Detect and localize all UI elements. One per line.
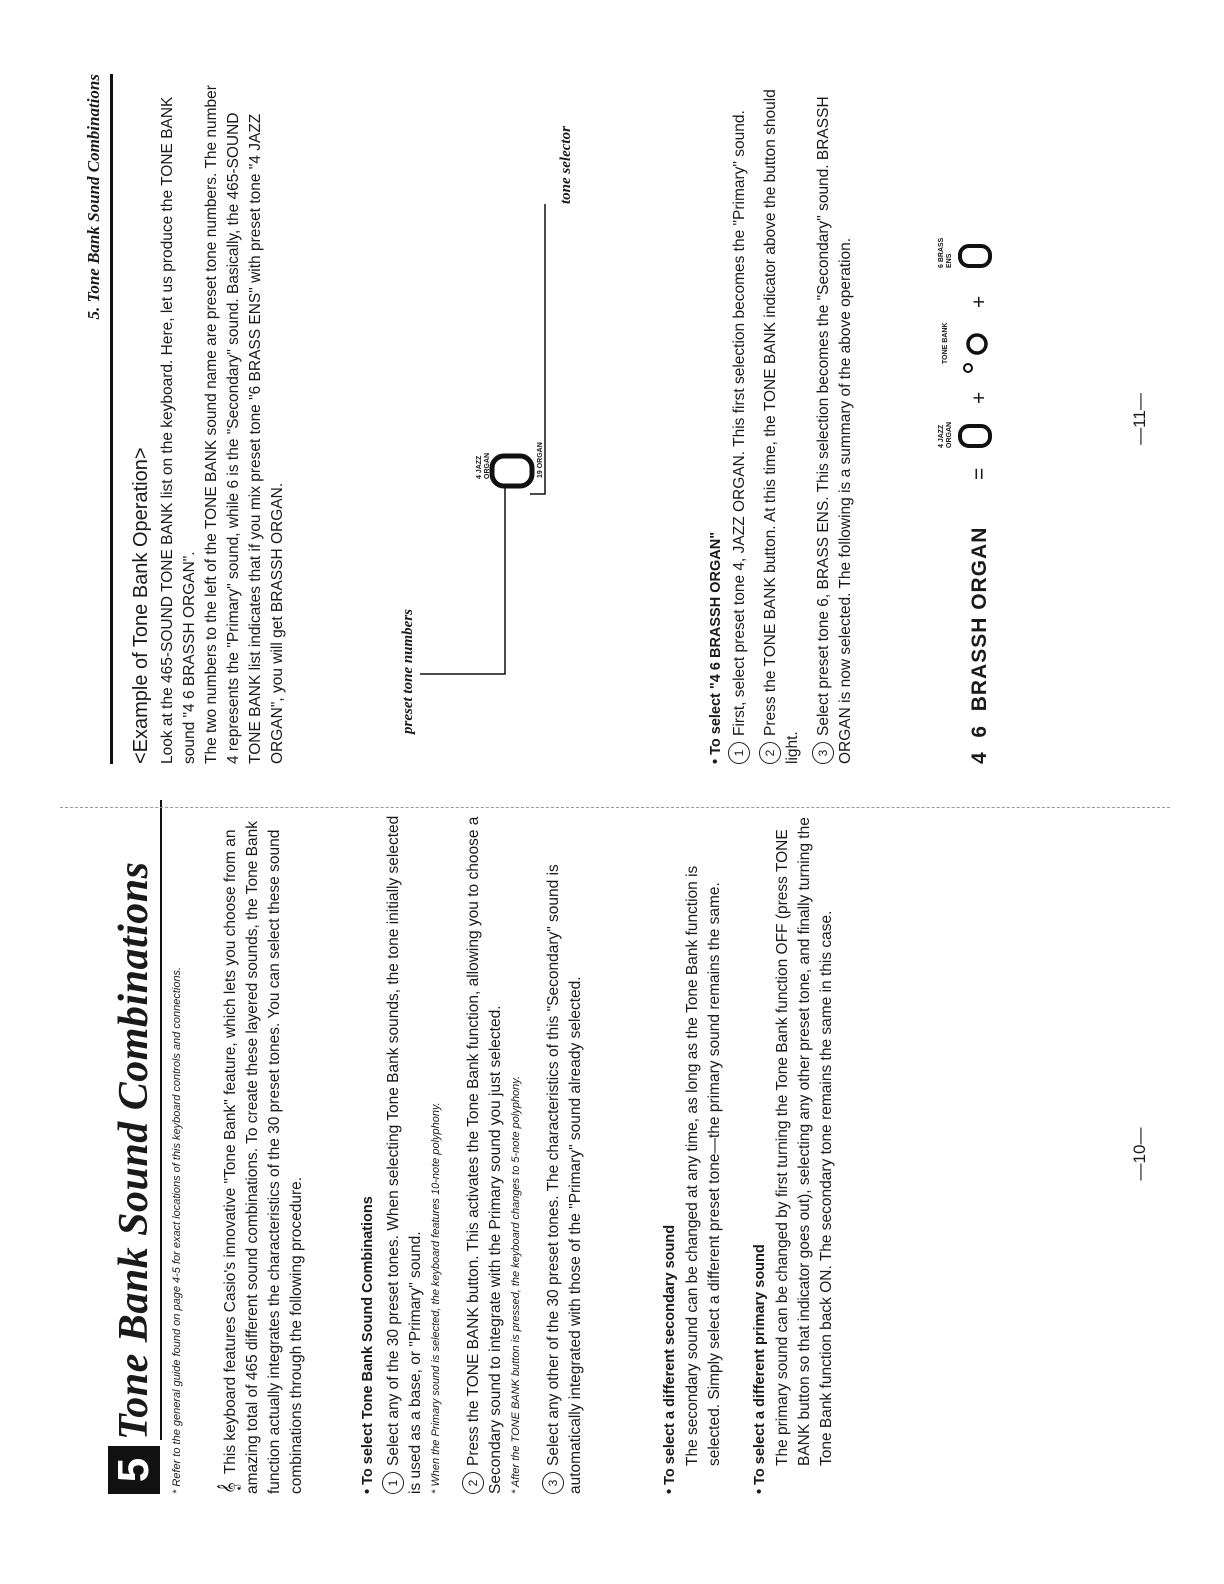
select-46-step-3 xyxy=(812,74,857,764)
step-number: 2 xyxy=(462,1472,484,1494)
select-46-section xyxy=(708,74,857,764)
title-underline xyxy=(160,800,162,1440)
step-note: * After the TONE BANK button is pressed, the keyboard changes to 5-note polyphony. xyxy=(510,1075,522,1494)
step-text: First, select preset tone 4, JAZZ ORGAN. This first selection becomes the "Primary" sound. xyxy=(731,110,748,736)
operation-summary xyxy=(930,74,1020,764)
page-number-left: —10— xyxy=(1130,1127,1149,1181)
step-3 xyxy=(542,804,587,1494)
summary-knobs xyxy=(930,74,1020,764)
intro-paragraph xyxy=(218,804,308,1494)
step-number: 1 xyxy=(382,1472,404,1494)
tone-selector-label: tone selector xyxy=(558,126,574,204)
right-page xyxy=(0,74,1224,764)
tonebank-button xyxy=(968,335,986,353)
organ-19-tiny-label: 19 ORGAN xyxy=(537,442,544,478)
treble-clef-icon: 𝄞 xyxy=(218,1482,240,1494)
select-section xyxy=(360,804,587,1494)
diff-primary-heading: • To select a different primary sound xyxy=(752,1244,768,1494)
tone-selector-knob xyxy=(492,456,532,486)
page-number-right: —11— xyxy=(1130,393,1149,445)
summary-sound-name: 4 6 BRASSH ORGAN xyxy=(968,526,991,764)
select-46-heading: • To select "4 6 BRASSH ORGAN" xyxy=(708,531,724,764)
select-heading: • To select Tone Bank Sound Combinations xyxy=(360,1196,376,1494)
step-number: 3 xyxy=(542,1472,564,1494)
summary-plus-1: + xyxy=(968,390,991,404)
step-number: 3 xyxy=(812,742,834,764)
knob-1 xyxy=(960,426,990,446)
diff-secondary-text: The secondary sound can be changed at any time, as long as the Tone Bank function is selected. Simply select a different preset tone—the primary sound remains the same. xyxy=(684,865,723,1466)
select-46-step-2 xyxy=(759,74,804,764)
chapter-header: 5. Tone Bank Sound Combinations xyxy=(84,74,103,320)
step-text: Select any of the 30 preset tones. When selecting Tone Bank sounds, the tone initially selected is used as a base, or "Primary" sound. xyxy=(385,815,424,1494)
jazz-organ-tiny-label: 4 JAZZ ORGAN xyxy=(476,452,491,479)
summary-equals: = xyxy=(968,466,991,480)
different-sound-sections xyxy=(662,804,838,1494)
tone-selector-diagram xyxy=(380,74,620,764)
step-text: Press the TONE BANK button. At this time, the TONE BANK indicator above the button should light. xyxy=(762,89,801,764)
step-text: Select any other of the 30 preset tones. The characteristics of this "Secondary" sound is automatically integrated with those of the "Primary" sound already selected. xyxy=(545,864,584,1494)
step-number: 1 xyxy=(728,742,750,764)
summary-plus-2: + xyxy=(968,294,991,308)
summary-brass-label: 6 BRASS ENS xyxy=(938,237,953,268)
example-paragraph-2: The two numbers to the left of the TONE BANK sound name are preset tone numbers. The number 4 represents the "Primary" sound, while 6 is the "Secondary" sound. Basically, the 465-SOUND TONE BANK list indicates that if you mix preset tone "6 BRASS ENS" with preset tone "4 JAZZ ORGAN", you will get BRASSH ORGAN. xyxy=(203,85,286,764)
select-46-step-1 xyxy=(728,74,751,764)
example-paragraph-1: Look at the 465-SOUND TONE BANK list on the keyboard. Here, let us produce the TONE BANK sound "4 6 BRASSH ORGAN". xyxy=(159,96,198,764)
knob-2 xyxy=(960,246,990,266)
left-page xyxy=(0,814,1224,1494)
diff-primary-text: The primary sound can be changed by first turning the Tone Bank function OFF (press TONE BANK button so that indicator goes out), selecting any other preset tone, and finally turning the Tone Bank function back ON. The secondary tone remains the same in this case. xyxy=(774,817,835,1466)
reference-note: * Refer to the general guide found on page 4-5 for exact locations of this keyboard controls and connections. xyxy=(171,966,183,1494)
step-number: 2 xyxy=(759,742,781,764)
step-2 xyxy=(462,804,524,1494)
summary-tonebank-label: TONE BANK xyxy=(942,322,949,364)
step-text: Select preset tone 6, BRASS ENS. This selection becomes the "Secondary" sound. BRASSH ORGAN is now selected. The following is a summary of the above operation. xyxy=(815,96,854,764)
example-section xyxy=(130,74,289,764)
tonebank-indicator xyxy=(964,364,972,372)
step-1 xyxy=(382,804,444,1494)
title-row xyxy=(108,794,162,1494)
intro-text: This keyboard features Casio's innovative "Tone Bank" feature, which lets you choose from an amazing total of 465 different sound combinations. To create these layered sounds, the Tone Bank function actually integrates the characteristics of the 30 preset tones. You can select these sound combinations through the following procedure. xyxy=(222,821,305,1494)
page-divider xyxy=(60,807,1170,808)
page-title: Tone Bank Sound Combinations xyxy=(111,861,157,1440)
section-number-badge: 5 xyxy=(108,1446,160,1494)
diff-secondary-heading: • To select a different secondary sound xyxy=(662,1224,678,1494)
example-title: <Example of Tone Bank Operation> xyxy=(130,447,152,764)
step-note: * When the Primary sound is selected, the keyboard features 10-note polyphony. xyxy=(430,1102,442,1494)
preset-tone-numbers-label: preset tone numbers xyxy=(400,608,416,734)
chapter-rule xyxy=(110,74,113,764)
summary-jazz-label: 4 JAZZ ORGAN xyxy=(938,421,953,448)
step-text: Press the TONE BANK button. This activates the Tone Bank function, allowing you to choose a Secondary sound to integrate with the Primary sound you just selected. xyxy=(465,816,504,1494)
